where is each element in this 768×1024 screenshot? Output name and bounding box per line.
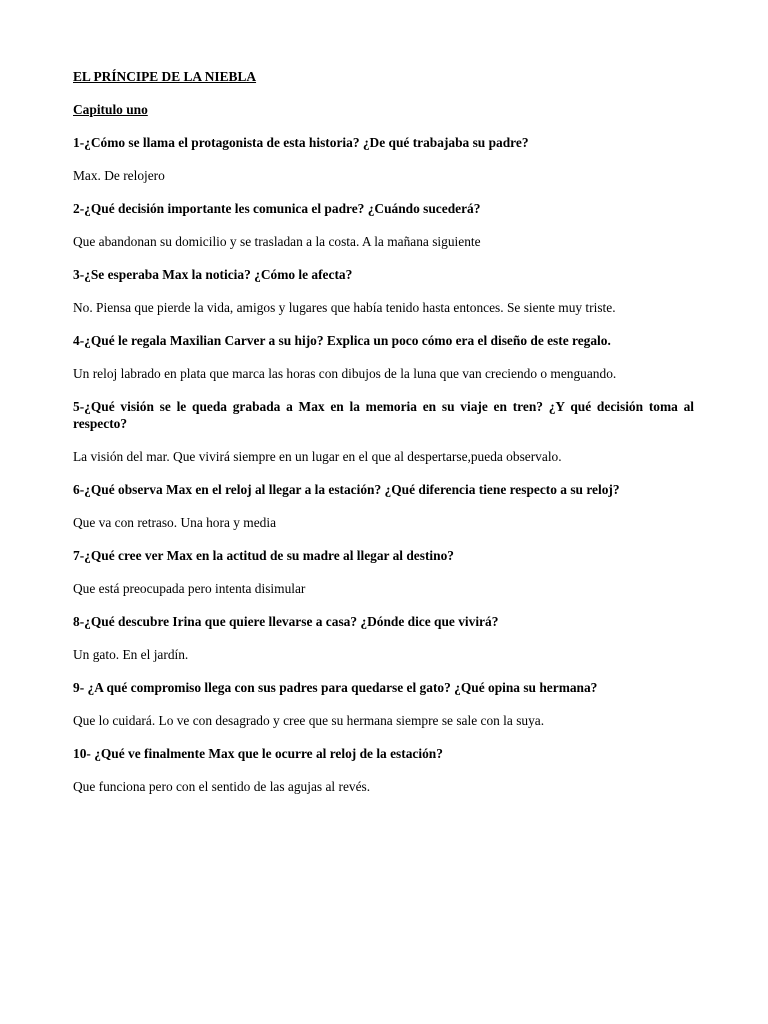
question-5: 5-¿Qué visión se le queda grabada a Max en la memoria en su viaje en tren? ¿Y qué decisión toma al respecto? bbox=[73, 399, 694, 431]
answer-9: Que lo cuidará. Lo ve con desagrado y cree que su hermana siempre se sale con la suya. bbox=[73, 713, 545, 728]
qa-item-1 bbox=[73, 134, 694, 184]
qa-item-8 bbox=[73, 613, 694, 663]
question-10: 10- ¿Qué ve finalmente Max que le ocurre al reloj de la estación? bbox=[73, 746, 443, 761]
qa-item-2 bbox=[73, 200, 694, 250]
qa-item-7 bbox=[73, 547, 694, 597]
answer-1: Max. De relojero bbox=[73, 168, 165, 183]
answer-7: Que está preocupada pero intenta disimular bbox=[73, 581, 306, 596]
question-1: 1-¿Cómo se llama el protagonista de esta historia? ¿De qué trabajaba su padre? bbox=[73, 135, 529, 150]
qa-item-9 bbox=[73, 679, 694, 729]
answer-10: Que funciona pero con el sentido de las agujas al revés. bbox=[73, 779, 371, 794]
answer-8: Un gato. En el jardín. bbox=[73, 647, 189, 662]
question-3: 3-¿Se esperaba Max la noticia? ¿Cómo le afecta? bbox=[73, 267, 353, 282]
document-title: EL PRÍNCIPE DE LA NIEBLA bbox=[73, 69, 257, 84]
question-2: 2-¿Qué decisión importante les comunica el padre? ¿Cuándo sucederá? bbox=[73, 201, 481, 216]
document-page bbox=[73, 68, 694, 811]
chapter-heading: Capitulo uno bbox=[73, 102, 148, 117]
question-4: 4-¿Qué le regala Maxilian Carver a su hijo? Explica un poco cómo era el diseño de este regalo. bbox=[73, 333, 611, 348]
qa-item-6 bbox=[73, 481, 694, 531]
qa-item-4 bbox=[73, 332, 694, 382]
question-7: 7-¿Qué cree ver Max en la actitud de su madre al llegar al destino? bbox=[73, 548, 454, 563]
qa-item-3 bbox=[73, 266, 694, 316]
answer-6: Que va con retraso. Una hora y media bbox=[73, 515, 277, 530]
question-8: 8-¿Qué descubre Irina que quiere llevarse a casa? ¿Dónde dice que vivirá? bbox=[73, 614, 499, 629]
answer-5: La visión del mar. Que vivirá siempre en un lugar en el que al despertarse,pueda observalo. bbox=[73, 449, 562, 464]
answer-4: Un reloj labrado en plata que marca las horas con dibujos de la luna que van creciendo o menguando. bbox=[73, 366, 617, 381]
qa-item-5 bbox=[73, 398, 694, 465]
question-6: 6-¿Qué observa Max en el reloj al llegar a la estación? ¿Qué diferencia tiene respecto a su reloj? bbox=[73, 482, 620, 497]
question-9: 9- ¿A qué compromiso llega con sus padres para quedarse el gato? ¿Qué opina su hermana? bbox=[73, 680, 598, 695]
answer-3: No. Piensa que pierde la vida, amigos y lugares que había tenido hasta entonces. Se siente muy triste. bbox=[73, 300, 616, 315]
answer-2: Que abandonan su domicilio y se trasladan a la costa. A la mañana siguiente bbox=[73, 234, 481, 249]
qa-item-10 bbox=[73, 745, 694, 795]
